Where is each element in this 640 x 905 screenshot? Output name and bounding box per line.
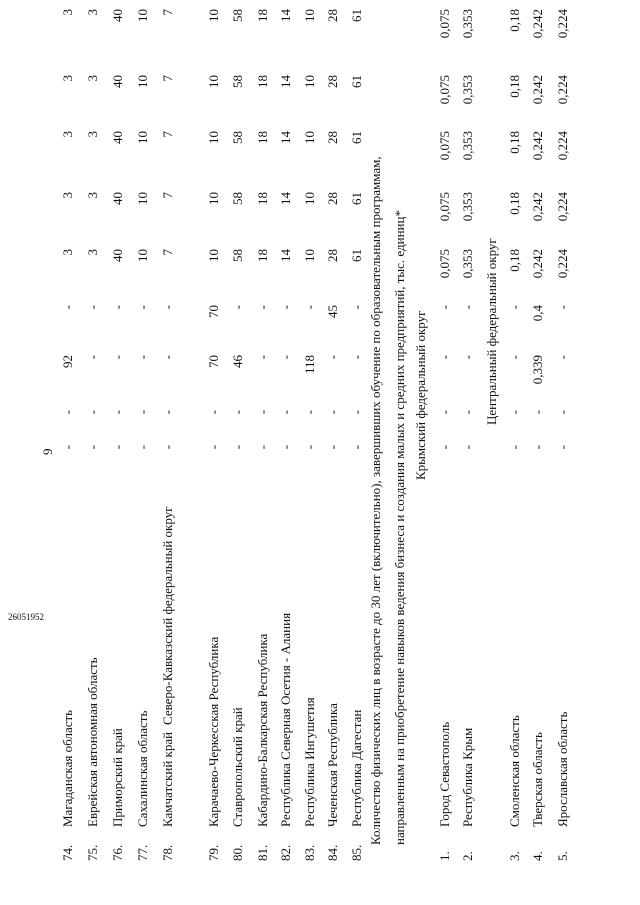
table-cell: 18 <box>255 75 270 88</box>
table-cell: 3 <box>85 192 100 199</box>
table-cell: 61 <box>349 131 364 144</box>
region-name: Кабардино-Балкарская Республика <box>255 633 270 827</box>
table-cell: - <box>85 445 100 450</box>
region-name: Приморский край <box>110 728 125 827</box>
table-cell: 7 <box>160 9 175 16</box>
row-number: 79. <box>206 844 221 861</box>
table-cell: - <box>507 445 522 450</box>
region-name: Сахалинская область <box>135 710 150 827</box>
table-cell: 3 <box>85 9 100 16</box>
row-number: 85. <box>349 844 364 861</box>
table-cell: 10 <box>302 131 317 144</box>
table-cell: - <box>507 305 522 310</box>
table-cell: - <box>60 305 75 310</box>
table-cell: - <box>110 355 125 360</box>
indicator-line-1: Количество физических лиц в возрасте до 30 лет (включительно), завершивших обучение по образовательным программам, <box>368 156 383 845</box>
table-cell: 0,242 <box>530 131 545 161</box>
table-cell: 40 <box>110 192 125 205</box>
table-cell: 3 <box>85 75 100 82</box>
region-name: Республика Дагестан <box>349 709 364 827</box>
region-name: Камчатский край <box>160 731 175 827</box>
row-number: 83. <box>302 844 317 861</box>
table-cell: - <box>460 445 475 450</box>
table-cell: - <box>349 445 364 450</box>
table-cell: 40 <box>110 75 125 88</box>
table-cell: - <box>110 445 125 450</box>
table-cell: 0,224 <box>555 131 570 161</box>
table-cell: - <box>530 445 545 450</box>
table-cell: 0,075 <box>437 75 452 105</box>
table-cell: 28 <box>325 249 340 262</box>
table-cell: 10 <box>206 75 221 88</box>
table-cell: 61 <box>349 75 364 88</box>
table-cell: 58 <box>230 131 245 144</box>
table-cell: 0,242 <box>530 9 545 39</box>
row-number: 5. <box>555 851 570 861</box>
row-number: 82. <box>278 844 293 861</box>
table-cell: - <box>230 305 245 310</box>
row-number: 75. <box>85 844 100 861</box>
table-cell: - <box>325 410 340 415</box>
table-cell: - <box>135 445 150 450</box>
region-name: Республика Крым <box>460 727 475 827</box>
table-cell: 10 <box>302 75 317 88</box>
table-cell: 0,075 <box>437 192 452 222</box>
row-number: 76. <box>110 844 125 861</box>
table-cell: - <box>460 410 475 415</box>
row-number: 84. <box>325 844 340 861</box>
table-cell: 3 <box>60 9 75 16</box>
table-cell: 7 <box>160 249 175 256</box>
table-cell: 0,242 <box>530 192 545 222</box>
table-cell: 10 <box>206 192 221 205</box>
region-name: Республика Северная Осетия - Алания <box>278 612 293 827</box>
table-cell: - <box>85 410 100 415</box>
table-cell: 14 <box>278 9 293 22</box>
table-cell: 0,18 <box>507 75 522 98</box>
table-cell: 0,18 <box>507 9 522 32</box>
table-cell: - <box>85 305 100 310</box>
table-cell: 10 <box>206 249 221 262</box>
table-cell: 0,353 <box>460 75 475 105</box>
table-cell: 0,339 <box>530 355 545 385</box>
table-cell: - <box>555 305 570 310</box>
row-number: 74. <box>60 844 75 861</box>
region-name: Смоленская область <box>507 715 522 827</box>
table-cell: - <box>230 445 245 450</box>
table-cell: 0,18 <box>507 131 522 154</box>
region-name: Чеченская Республика <box>325 703 340 827</box>
row-number: 2. <box>460 851 475 861</box>
table-cell: 0,353 <box>460 9 475 39</box>
table-cell: - <box>302 445 317 450</box>
table-cell: 58 <box>230 192 245 205</box>
table-cell: 18 <box>255 131 270 144</box>
table-cell: 0,075 <box>437 131 452 161</box>
table-cell: 18 <box>255 249 270 262</box>
table-cell: 14 <box>278 249 293 262</box>
table-cell: - <box>255 355 270 360</box>
table-cell: 0,4 <box>530 305 545 322</box>
table-cell: 28 <box>325 131 340 144</box>
table-cell: - <box>60 445 75 450</box>
region-name: Магаданская область <box>60 709 75 827</box>
table-cell: 10 <box>135 249 150 262</box>
table-cell: 0,353 <box>460 249 475 279</box>
region-name: Ярославская область <box>555 711 570 827</box>
section-title-crimea: Крымский федеральный округ <box>413 310 428 480</box>
table-cell: - <box>135 305 150 310</box>
table-cell: 3 <box>60 249 75 256</box>
table-cell: 58 <box>230 9 245 22</box>
row-number: 81. <box>255 844 270 861</box>
table-cell: - <box>555 445 570 450</box>
table-cell: 0,224 <box>555 75 570 105</box>
table-cell: 40 <box>110 249 125 262</box>
table-cell: 7 <box>160 75 175 82</box>
table-cell: 10 <box>135 192 150 205</box>
table-cell: - <box>460 305 475 310</box>
table-cell: - <box>437 445 452 450</box>
table-cell: - <box>437 410 452 415</box>
table-cell: 10 <box>135 75 150 88</box>
table-cell: 3 <box>60 192 75 199</box>
table-cell: - <box>278 445 293 450</box>
table-cell: - <box>507 410 522 415</box>
table-cell: - <box>85 355 100 360</box>
table-cell: - <box>302 305 317 310</box>
table-cell: - <box>437 305 452 310</box>
table-cell: 58 <box>230 75 245 88</box>
table-cell: - <box>530 410 545 415</box>
table-cell: 0,18 <box>507 192 522 215</box>
table-cell: 0,18 <box>507 249 522 272</box>
table-cell: 40 <box>110 131 125 144</box>
table-cell: 14 <box>278 75 293 88</box>
table-cell: 3 <box>85 249 100 256</box>
table-cell: - <box>206 410 221 415</box>
table-cell: 10 <box>302 9 317 22</box>
indicator-line-2: направленным на приобретение навыков ведения бизнеса и создания малых и средних предприятий, тыс. единиц* <box>392 210 407 845</box>
table-cell: - <box>160 355 175 360</box>
table-cell: - <box>349 355 364 360</box>
table-cell: 70 <box>206 305 221 318</box>
table-cell: 70 <box>206 355 221 368</box>
section-title-north-caucasus: Северо-Кавказский федеральный округ <box>160 506 175 725</box>
row-number: 77. <box>135 844 150 861</box>
table-cell: 61 <box>349 249 364 262</box>
table-cell: 7 <box>160 192 175 199</box>
table-cell: 0,075 <box>437 249 452 279</box>
table-cell: 0,353 <box>460 131 475 161</box>
table-cell: 0,224 <box>555 192 570 222</box>
table-cell: 3 <box>85 131 100 138</box>
table-cell: 92 <box>60 355 75 368</box>
table-cell: - <box>278 355 293 360</box>
table-cell: - <box>555 410 570 415</box>
table-cell: - <box>230 410 245 415</box>
row-number: 80. <box>230 844 245 861</box>
table-cell: - <box>160 305 175 310</box>
table-cell: 0,075 <box>437 9 452 39</box>
table-cell: - <box>302 410 317 415</box>
section-title-central: Центральный федеральный округ <box>484 238 499 425</box>
region-name: Город Севастополь <box>437 721 452 827</box>
table-cell: - <box>460 355 475 360</box>
table-cell: - <box>255 305 270 310</box>
table-cell: - <box>437 355 452 360</box>
row-number: 1. <box>437 851 452 861</box>
table-cell: 10 <box>206 131 221 144</box>
table-cell: 18 <box>255 192 270 205</box>
table-cell: 61 <box>349 192 364 205</box>
page-number: 9 <box>40 448 55 455</box>
table-cell: 10 <box>302 249 317 262</box>
table-cell: 28 <box>325 75 340 88</box>
region-name: Тверская область <box>530 732 545 827</box>
table-cell: 10 <box>206 9 221 22</box>
table-cell: - <box>135 410 150 415</box>
region-name: Ставропольский край <box>230 707 245 827</box>
table-cell: - <box>325 445 340 450</box>
table-cell: 10 <box>302 192 317 205</box>
table-cell: 0,242 <box>530 249 545 279</box>
document-code: 26051952 <box>8 612 44 622</box>
table-cell: 10 <box>135 9 150 22</box>
table-cell: - <box>278 410 293 415</box>
row-number: 78. <box>160 844 175 861</box>
table-cell: 0,242 <box>530 75 545 105</box>
table-cell: 118 <box>302 355 317 375</box>
table-cell: - <box>349 305 364 310</box>
table-cell: - <box>60 410 75 415</box>
table-cell: 45 <box>325 305 340 318</box>
table-cell: - <box>110 305 125 310</box>
region-name: Карачаево-Черкесская Республика <box>206 636 221 827</box>
table-cell: 40 <box>110 9 125 22</box>
table-cell: 0,224 <box>555 9 570 39</box>
table-cell: - <box>135 355 150 360</box>
table-cell: 58 <box>230 249 245 262</box>
table-cell: 61 <box>349 9 364 22</box>
table-cell: - <box>110 410 125 415</box>
table-cell: 28 <box>325 192 340 205</box>
row-number: 3. <box>507 851 522 861</box>
table-cell: - <box>507 355 522 360</box>
table-cell: - <box>160 410 175 415</box>
table-cell: - <box>325 355 340 360</box>
table-cell: 3 <box>60 75 75 82</box>
table-cell: 28 <box>325 9 340 22</box>
table-cell: - <box>555 355 570 360</box>
table-cell: 0,224 <box>555 249 570 279</box>
table-cell: 18 <box>255 9 270 22</box>
table-cell: 7 <box>160 131 175 138</box>
table-cell: 10 <box>135 131 150 144</box>
table-cell: - <box>255 410 270 415</box>
table-cell: - <box>206 445 221 450</box>
table-cell: - <box>349 410 364 415</box>
table-cell: 14 <box>278 131 293 144</box>
table-cell: 3 <box>60 131 75 138</box>
region-name: Республика Ингушетия <box>302 697 317 827</box>
table-cell: 46 <box>230 355 245 368</box>
table-cell: 0,353 <box>460 192 475 222</box>
table-cell: - <box>255 445 270 450</box>
table-cell: - <box>160 445 175 450</box>
table-cell: 14 <box>278 192 293 205</box>
row-number: 4. <box>530 851 545 861</box>
table-cell: - <box>278 305 293 310</box>
region-name: Еврейская автономная область <box>85 657 100 827</box>
